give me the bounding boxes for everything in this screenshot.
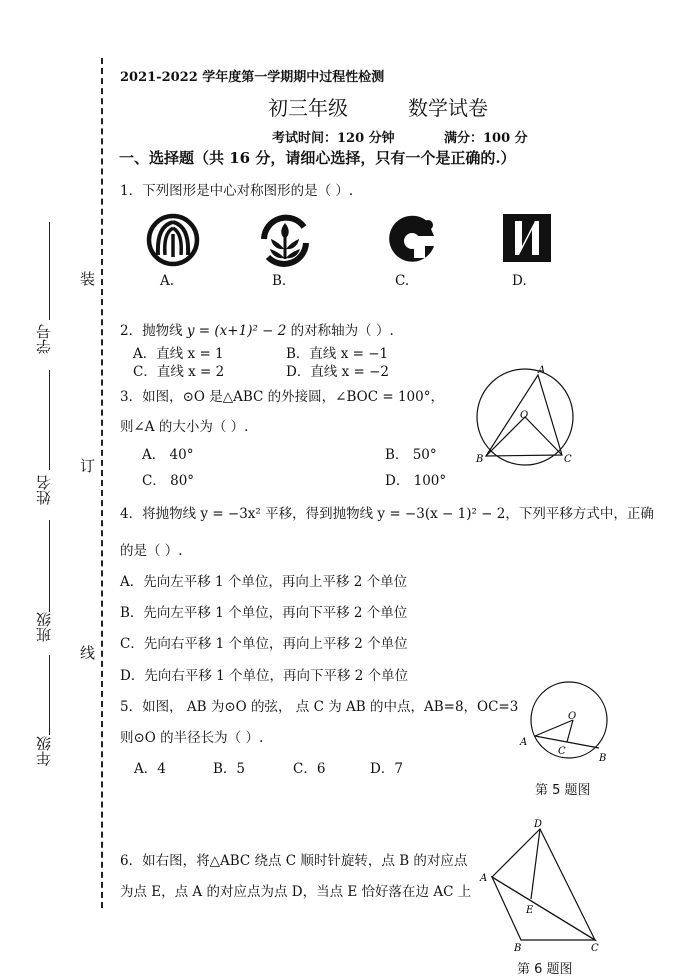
q6-figure	[478, 815, 608, 955]
full-score: 满分：100 分	[444, 131, 528, 146]
q2-option-d: D．直线 x = −2	[286, 364, 390, 380]
q4-stem: 4．将抛物线 y = −3x² 平移，得到抛物线 y = −3(x − 1)² − 2，下列平移方式中，正确	[120, 506, 654, 522]
grade-title: 初三年级	[268, 96, 348, 120]
q4-option-c: C．先向右平移 1 个单位，再向上平移 2 个单位	[120, 636, 408, 652]
q6-label-e: E	[526, 905, 534, 916]
q3-option-b: B． 50°	[385, 447, 437, 463]
q5-label-o: O	[568, 711, 577, 722]
q6-caption: 第 6 题图	[517, 962, 573, 977]
q5-stem-2: 则⊙O 的半径长为（ ）.	[120, 730, 264, 746]
q6-stem: 6．如右图，将△ABC 绕点 C 顺时针旋转，点 B 的对应点	[120, 853, 468, 869]
q6-label-b: B	[514, 943, 522, 954]
section-heading: 一、选择题（共 16 分，请细心选择，只有一个是正确的.）	[119, 149, 516, 167]
q3-stem-2: 则∠A 的大小为（ ）.	[120, 419, 249, 435]
q5-radius-oa	[535, 720, 573, 736]
q3-option-a: A． 40°	[142, 447, 194, 463]
q5-option-a: A．4	[134, 761, 166, 777]
binding-dashed-line	[101, 58, 103, 908]
q5-figure	[515, 680, 615, 770]
field-line-student-id	[49, 222, 50, 320]
binding-mark-xian: 线	[80, 644, 96, 662]
q6-label-d: D	[534, 819, 543, 830]
field-line-grade	[49, 655, 50, 735]
q1-option-a: A.	[160, 273, 175, 289]
g-logo-c-icon	[384, 210, 440, 266]
exam-time: 考试时间：120 分钟	[272, 131, 395, 146]
field-line-name	[49, 370, 50, 470]
subject-title: 数学试卷	[408, 96, 488, 120]
q5-segment-oc	[567, 720, 573, 742]
field-line-class	[49, 520, 50, 612]
q2-stem-post: 的对称轴为（ ）.	[286, 323, 394, 339]
q3-radii	[486, 417, 562, 456]
q1-option-c: C.	[395, 273, 410, 289]
q3-option-c: C． 80°	[142, 473, 195, 489]
exam-line: 2021-2022 学年度第一学期期中过程性检测	[120, 70, 385, 85]
q6-label-a: A	[480, 873, 488, 884]
q1-stem: 1．下列图形是中心对称图形的是（ ）.	[120, 183, 354, 199]
q3-label-c: C	[564, 454, 572, 465]
q6-segment-de	[531, 829, 540, 899]
binding-mark-zhuang: 装	[80, 270, 96, 288]
q5-option-c: C．6	[293, 761, 326, 777]
q5-stem: 5．如图， AB 为⊙O 的弦， 点 C 为 AB 的中点，AB=8，OC=3	[120, 699, 519, 715]
q1-option-b: B.	[272, 273, 287, 289]
q1-option-d: D.	[512, 273, 527, 289]
q5-option-d: D．7	[370, 761, 403, 777]
q4-option-b: B．先向左平移 1 个单位，再向下平移 2 个单位	[120, 605, 408, 621]
q2-option-c: C．直线 x = 2	[133, 364, 225, 380]
q2-option-a: A．直线 x = 1	[133, 346, 224, 362]
field-label-class: 班级	[35, 612, 53, 642]
q3-label-o: O	[520, 410, 529, 421]
q4-option-d: D．先向右平移 1 个单位，再向下平移 2 个单位	[120, 668, 409, 684]
square-logo-d-icon	[502, 213, 552, 263]
q5-label-a: A	[520, 737, 528, 748]
field-label-student-id: 学号	[35, 324, 53, 354]
field-label-grade: 年级	[35, 736, 53, 766]
q2-stem-pre: 2．抛物线	[120, 323, 187, 339]
q3-stem: 3．如图，⊙O 是△ABC 的外接圆，∠BOC = 100°，	[120, 389, 444, 405]
q6-triangle-dc	[492, 829, 595, 940]
binding-mark-ding: 订	[80, 457, 96, 475]
q3-figure	[470, 360, 580, 470]
q6-stem-2: 为点 E，点 A 的对应点为点 D，当点 E 恰好落在边 AC 上	[120, 884, 472, 900]
q5-caption: 第 5 题图	[535, 783, 591, 798]
q4-stem-2: 的是（ ）.	[120, 543, 183, 559]
q2-option-b: B．直线 x = −1	[286, 346, 389, 362]
q3-label-a: A	[538, 365, 546, 376]
q4-option-a: A．先向左平移 1 个单位，再向上平移 2 个单位	[120, 574, 408, 590]
q6-label-c: C	[591, 943, 599, 954]
q5-label-c: C	[558, 746, 566, 757]
q2-stem-formula: y = (x+1)² − 2	[186, 323, 287, 339]
q2-stem	[120, 319, 394, 339]
q5-option-b: B．5	[213, 761, 246, 777]
q3-option-d: D． 100°	[385, 473, 447, 489]
q3-label-b: B	[476, 454, 484, 465]
q5-label-b: B	[599, 753, 607, 764]
field-label-name: 姓名	[35, 475, 53, 505]
leaf-emblem-b-icon	[254, 209, 316, 271]
emblem-a-icon	[144, 211, 202, 269]
